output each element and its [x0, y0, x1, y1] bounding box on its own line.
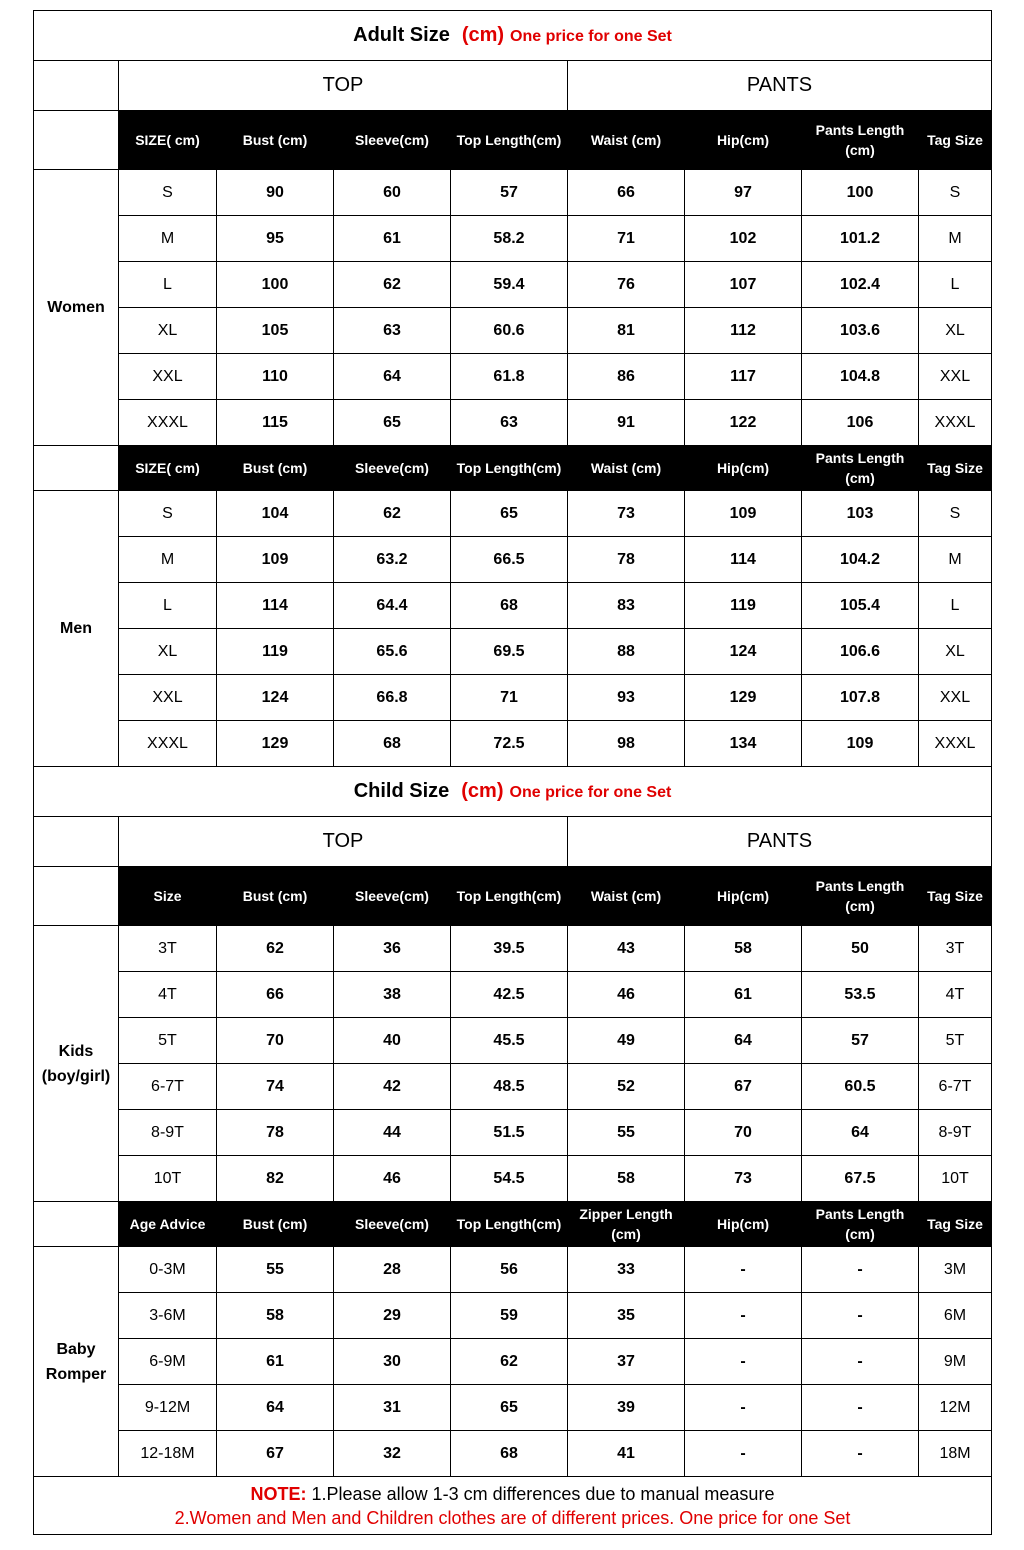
column-header: Waist (cm) [568, 446, 685, 491]
table-cell: 41 [568, 1431, 685, 1477]
table-cell: 5T [119, 1018, 217, 1064]
table-cell: 88 [568, 629, 685, 675]
blank-cell [34, 1202, 119, 1247]
table-cell: L [919, 583, 992, 629]
blank-cell [34, 867, 119, 926]
adult-header-row [34, 111, 992, 170]
table-cell: 119 [217, 629, 334, 675]
table-cell: XL [919, 629, 992, 675]
note-row [34, 1477, 992, 1535]
table-cell: 95 [217, 216, 334, 262]
table-cell: 6-7T [919, 1064, 992, 1110]
table-row [34, 629, 992, 675]
table-cell: L [119, 262, 217, 308]
adult-top-group: TOP [119, 61, 568, 111]
table-cell: 104.8 [802, 354, 919, 400]
table-cell: 129 [217, 721, 334, 767]
column-header: Size [119, 867, 217, 926]
table-cell: 46 [334, 1156, 451, 1202]
table-cell: 64 [334, 354, 451, 400]
table-cell: 55 [217, 1247, 334, 1293]
table-cell: 57 [802, 1018, 919, 1064]
table-cell: 61 [217, 1339, 334, 1385]
table-cell: 37 [568, 1339, 685, 1385]
table-cell: 72.5 [451, 721, 568, 767]
table-cell: 107.8 [802, 675, 919, 721]
table-cell: 73 [568, 491, 685, 537]
table-row [34, 1247, 992, 1293]
table-cell: 97 [685, 170, 802, 216]
table-cell: 91 [568, 400, 685, 446]
child-top-group: TOP [119, 817, 568, 867]
table-cell: 119 [685, 583, 802, 629]
table-cell: 6-9M [119, 1339, 217, 1385]
column-header: Top Length(cm) [451, 1202, 568, 1247]
table-cell: 62 [334, 491, 451, 537]
table-cell: 8-9T [119, 1110, 217, 1156]
note-label: NOTE: [250, 1483, 307, 1504]
table-cell: 68 [334, 721, 451, 767]
table-cell: 74 [217, 1064, 334, 1110]
child-title-price: One price for one Set [509, 784, 672, 801]
table-row [34, 1156, 992, 1202]
table-cell: 134 [685, 721, 802, 767]
table-cell: M [119, 537, 217, 583]
table-cell: 63 [451, 400, 568, 446]
table-row [34, 675, 992, 721]
column-header: Hip(cm) [685, 1202, 802, 1247]
table-cell: 0-3M [119, 1247, 217, 1293]
women-category-label: Women [34, 170, 119, 446]
table-cell: 106.6 [802, 629, 919, 675]
table-cell: 58 [685, 926, 802, 972]
table-row [34, 170, 992, 216]
table-cell: 70 [217, 1018, 334, 1064]
table-row [34, 1110, 992, 1156]
table-cell: 33 [568, 1247, 685, 1293]
table-row [34, 1293, 992, 1339]
table-cell: 86 [568, 354, 685, 400]
table-cell: 66 [217, 972, 334, 1018]
table-cell: 69.5 [451, 629, 568, 675]
column-header: Tag Size [919, 867, 992, 926]
table-cell: 43 [568, 926, 685, 972]
table-cell: 58 [568, 1156, 685, 1202]
table-row [34, 1064, 992, 1110]
table-cell: 60 [334, 170, 451, 216]
table-cell: 109 [802, 721, 919, 767]
table-cell: 68 [451, 583, 568, 629]
table-cell: 124 [217, 675, 334, 721]
table-row [34, 354, 992, 400]
table-cell: 76 [568, 262, 685, 308]
table-cell: 81 [568, 308, 685, 354]
table-row [34, 1431, 992, 1477]
table-cell: 32 [334, 1431, 451, 1477]
table-cell: XXXL [919, 400, 992, 446]
column-header: Pants Length (cm) [802, 111, 919, 170]
table-cell: 90 [217, 170, 334, 216]
table-cell: 102.4 [802, 262, 919, 308]
table-cell: XXL [119, 675, 217, 721]
table-cell: 64 [802, 1110, 919, 1156]
blank-cell [34, 111, 119, 170]
kids-category-label: Kids (boy/girl) [34, 926, 119, 1202]
table-cell: 104 [217, 491, 334, 537]
table-cell: 67 [685, 1064, 802, 1110]
table-cell: 67.5 [802, 1156, 919, 1202]
table-cell: 78 [217, 1110, 334, 1156]
table-cell: 53.5 [802, 972, 919, 1018]
table-row [34, 721, 992, 767]
table-cell: 6M [919, 1293, 992, 1339]
blank-cell [34, 817, 119, 867]
table-cell: 3M [919, 1247, 992, 1293]
table-cell: 68 [451, 1431, 568, 1477]
table-cell: 109 [685, 491, 802, 537]
child-title-unit: (cm) [461, 780, 504, 802]
table-cell: 3T [919, 926, 992, 972]
table-cell: 82 [217, 1156, 334, 1202]
table-cell: 63 [334, 308, 451, 354]
column-header: SIZE( cm) [119, 446, 217, 491]
table-cell: 65 [334, 400, 451, 446]
column-header: Top Length(cm) [451, 446, 568, 491]
table-cell: 62 [217, 926, 334, 972]
table-cell: 4T [919, 972, 992, 1018]
table-cell: 71 [568, 216, 685, 262]
table-row [34, 491, 992, 537]
table-cell: 54.5 [451, 1156, 568, 1202]
table-cell: 31 [334, 1385, 451, 1431]
table-cell: - [802, 1293, 919, 1339]
table-cell: 106 [802, 400, 919, 446]
table-cell: 61 [685, 972, 802, 1018]
table-cell: 3T [119, 926, 217, 972]
table-cell: S [919, 491, 992, 537]
table-cell: 57 [451, 170, 568, 216]
table-cell: - [685, 1431, 802, 1477]
column-header: Tag Size [919, 111, 992, 170]
table-cell: 59.4 [451, 262, 568, 308]
table-cell: - [802, 1385, 919, 1431]
column-header: Bust (cm) [217, 446, 334, 491]
table-row [34, 216, 992, 262]
table-cell: 9-12M [119, 1385, 217, 1431]
table-cell: 61 [334, 216, 451, 262]
column-header: Bust (cm) [217, 111, 334, 170]
kids-header-row [34, 867, 992, 926]
table-cell: 67 [217, 1431, 334, 1477]
table-cell: 100 [217, 262, 334, 308]
column-header: Waist (cm) [568, 867, 685, 926]
table-cell: 122 [685, 400, 802, 446]
table-cell: 109 [217, 537, 334, 583]
table-cell: L [119, 583, 217, 629]
column-header: Sleeve(cm) [334, 446, 451, 491]
table-cell: - [802, 1431, 919, 1477]
baby-header-row [34, 1202, 992, 1247]
column-header: Bust (cm) [217, 1202, 334, 1247]
table-cell: 124 [685, 629, 802, 675]
table-cell: XXXL [119, 721, 217, 767]
table-cell: S [119, 491, 217, 537]
table-row [34, 1018, 992, 1064]
column-header: Bust (cm) [217, 867, 334, 926]
column-header: SIZE( cm) [119, 111, 217, 170]
table-cell: 10T [119, 1156, 217, 1202]
table-cell: 105 [217, 308, 334, 354]
column-header: Pants Length (cm) [802, 1202, 919, 1247]
table-cell: 62 [451, 1339, 568, 1385]
men-category-label: Men [34, 491, 119, 767]
column-header: Top Length(cm) [451, 111, 568, 170]
adult-title-unit: (cm) [461, 24, 505, 46]
table-cell: 65 [451, 1385, 568, 1431]
table-cell: 58 [217, 1293, 334, 1339]
table-cell: 70 [685, 1110, 802, 1156]
table-cell: 107 [685, 262, 802, 308]
baby-category-label: Baby Romper [34, 1247, 119, 1477]
table-cell: 42.5 [451, 972, 568, 1018]
adult-header-row [34, 446, 992, 491]
column-header: Pants Length (cm) [802, 867, 919, 926]
table-cell: 9M [919, 1339, 992, 1385]
table-cell: S [119, 170, 217, 216]
table-cell: 61.8 [451, 354, 568, 400]
note-line2: 2.Women and Men and Children clothes are of different prices. One price for one Set [174, 1507, 851, 1528]
table-cell: 60.5 [802, 1064, 919, 1110]
note-cell [34, 1477, 992, 1535]
table-cell: 83 [568, 583, 685, 629]
table-cell: 62 [334, 262, 451, 308]
child-size-title [34, 767, 992, 817]
column-header: Age Advice [119, 1202, 217, 1247]
child-pants-group: PANTS [568, 817, 992, 867]
table-cell: XXL [119, 354, 217, 400]
table-cell: - [685, 1339, 802, 1385]
table-cell: 105.4 [802, 583, 919, 629]
table-cell: M [919, 537, 992, 583]
table-cell: 40 [334, 1018, 451, 1064]
table-row [34, 1339, 992, 1385]
table-cell: 103 [802, 491, 919, 537]
table-cell: 64 [217, 1385, 334, 1431]
table-cell: 101.2 [802, 216, 919, 262]
table-cell: 115 [217, 400, 334, 446]
table-cell: 52 [568, 1064, 685, 1110]
table-cell: 36 [334, 926, 451, 972]
table-row [34, 972, 992, 1018]
table-cell: 12-18M [119, 1431, 217, 1477]
adult-title-main: Adult Size [353, 24, 450, 46]
table-cell: 44 [334, 1110, 451, 1156]
adult-size-title [34, 11, 992, 61]
column-header: Hip(cm) [685, 111, 802, 170]
table-cell: 50 [802, 926, 919, 972]
table-cell: - [685, 1385, 802, 1431]
table-cell: 114 [685, 537, 802, 583]
blank-cell [34, 61, 119, 111]
table-cell: 103.6 [802, 308, 919, 354]
table-cell: 102 [685, 216, 802, 262]
table-cell: XXL [919, 675, 992, 721]
table-cell: L [919, 262, 992, 308]
table-cell: XXXL [919, 721, 992, 767]
adult-pants-group: PANTS [568, 61, 992, 111]
table-cell: 46 [568, 972, 685, 1018]
table-row [34, 262, 992, 308]
table-cell: 73 [685, 1156, 802, 1202]
table-cell: - [802, 1247, 919, 1293]
table-cell: 8-9T [919, 1110, 992, 1156]
table-row [34, 583, 992, 629]
column-header: Sleeve(cm) [334, 1202, 451, 1247]
table-cell: 49 [568, 1018, 685, 1064]
table-row [34, 400, 992, 446]
table-cell: 104.2 [802, 537, 919, 583]
table-cell: 59 [451, 1293, 568, 1339]
table-cell: 42 [334, 1064, 451, 1110]
table-cell: XXL [919, 354, 992, 400]
table-cell: 64 [685, 1018, 802, 1064]
column-header: Top Length(cm) [451, 867, 568, 926]
column-header: Sleeve(cm) [334, 867, 451, 926]
table-cell: 10T [919, 1156, 992, 1202]
column-header: Tag Size [919, 1202, 992, 1247]
table-cell: 129 [685, 675, 802, 721]
table-cell: - [802, 1339, 919, 1385]
table-cell: 98 [568, 721, 685, 767]
table-cell: 48.5 [451, 1064, 568, 1110]
child-group-row [34, 817, 992, 867]
table-cell: 51.5 [451, 1110, 568, 1156]
table-cell: 35 [568, 1293, 685, 1339]
table-cell: 71 [451, 675, 568, 721]
table-cell: 55 [568, 1110, 685, 1156]
table-cell: 18M [919, 1431, 992, 1477]
table-cell: 117 [685, 354, 802, 400]
table-cell: 45.5 [451, 1018, 568, 1064]
column-header: Zipper Length (cm) [568, 1202, 685, 1247]
table-row [34, 1385, 992, 1431]
table-row [34, 308, 992, 354]
table-cell: 39.5 [451, 926, 568, 972]
column-header: Hip(cm) [685, 446, 802, 491]
table-cell: 110 [217, 354, 334, 400]
table-cell: 4T [119, 972, 217, 1018]
table-cell: 58.2 [451, 216, 568, 262]
table-cell: XL [119, 629, 217, 675]
table-cell: 78 [568, 537, 685, 583]
table-cell: 93 [568, 675, 685, 721]
table-cell: 6-7T [119, 1064, 217, 1110]
table-cell: M [919, 216, 992, 262]
column-header: Waist (cm) [568, 111, 685, 170]
table-cell: 66 [568, 170, 685, 216]
table-cell: XL [119, 308, 217, 354]
table-cell: 112 [685, 308, 802, 354]
table-cell: 63.2 [334, 537, 451, 583]
table-cell: S [919, 170, 992, 216]
note-line1: 1.Please allow 1-3 cm differences due to manual measure [306, 1483, 775, 1504]
table-cell: 38 [334, 972, 451, 1018]
child-title-row [34, 767, 992, 817]
column-header: Tag Size [919, 446, 992, 491]
table-cell: 60.6 [451, 308, 568, 354]
child-title-main: Child Size [353, 780, 450, 802]
table-cell: XL [919, 308, 992, 354]
table-cell: 29 [334, 1293, 451, 1339]
table-cell: 30 [334, 1339, 451, 1385]
table-cell: 3-6M [119, 1293, 217, 1339]
table-cell: 65.6 [334, 629, 451, 675]
column-header: Hip(cm) [685, 867, 802, 926]
table-cell: 39 [568, 1385, 685, 1431]
table-cell: - [685, 1247, 802, 1293]
table-cell: 65 [451, 491, 568, 537]
table-cell: 56 [451, 1247, 568, 1293]
table-cell: 64.4 [334, 583, 451, 629]
table-cell: 114 [217, 583, 334, 629]
table-row [34, 537, 992, 583]
size-chart-table [33, 10, 992, 1535]
table-cell: - [685, 1293, 802, 1339]
table-cell: 12M [919, 1385, 992, 1431]
adult-title-price: One price for one Set [510, 28, 672, 45]
table-cell: 5T [919, 1018, 992, 1064]
table-cell: 66.5 [451, 537, 568, 583]
blank-cell [34, 446, 119, 491]
table-cell: 28 [334, 1247, 451, 1293]
column-header: Sleeve(cm) [334, 111, 451, 170]
table-row [34, 926, 992, 972]
table-cell: 100 [802, 170, 919, 216]
table-cell: 66.8 [334, 675, 451, 721]
column-header: Pants Length (cm) [802, 446, 919, 491]
table-cell: XXXL [119, 400, 217, 446]
table-cell: M [119, 216, 217, 262]
